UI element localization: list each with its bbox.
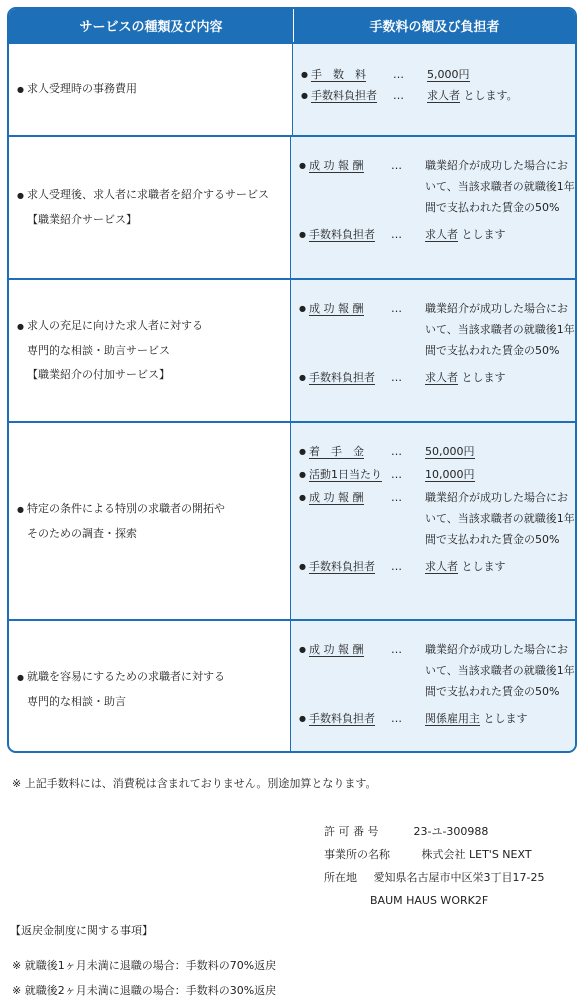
fee-dots: …	[391, 302, 402, 315]
fee-value: 職業紹介が成功した場合において、当該求職者の就職後1年間で支払われた賃金の50%	[425, 302, 575, 357]
fee-line	[299, 639, 575, 702]
fee-suffix: とします。	[463, 89, 518, 102]
fee-label: 手数料負担者	[309, 228, 375, 241]
header-service: サービスの種類及び内容	[9, 9, 294, 42]
fee-dots: …	[391, 491, 402, 504]
fee-line	[299, 487, 575, 550]
fee-dots: …	[393, 68, 404, 81]
service-cell	[9, 137, 291, 278]
service-text: 就職を容易にするための求職者に対する	[27, 669, 225, 683]
fee-value: 求人者	[425, 228, 458, 241]
fee-line	[301, 64, 575, 85]
fee-label: 着 手 金	[309, 445, 364, 458]
fee-value: 職業紹介が成功した場合において、当該求職者の就職後1年間で支払われた賃金の50%	[425, 491, 575, 546]
fee-cell	[291, 423, 575, 619]
fee-line	[299, 298, 575, 361]
service-text: 求人受理後、求人者に求職者を紹介するサービス	[27, 188, 269, 201]
fee-value: 職業紹介が成功した場合において、当該求職者の就職後1年間で支払われた賃金の50%	[425, 159, 575, 214]
table-row	[9, 619, 575, 753]
fee-line	[299, 464, 575, 485]
fee-suffix: とします	[461, 228, 506, 241]
bullet-icon: ●	[299, 562, 306, 571]
fee-value: 求人者	[427, 89, 460, 102]
bullet-icon: ●	[299, 493, 306, 502]
fee-table	[7, 7, 577, 753]
bullet-icon: ●	[17, 85, 24, 94]
fee-label: 成 功 報 酬	[309, 491, 364, 504]
service-text: 専門的な相談・助言	[27, 694, 126, 708]
bullet-icon: ●	[301, 91, 308, 100]
office-name-value: 株式会社 LET'S NEXT	[421, 848, 532, 861]
permit-info	[324, 820, 544, 912]
table-header	[9, 9, 575, 42]
bullet-icon: ●	[299, 645, 306, 654]
service-text: 求人受理時の事務費用	[27, 82, 137, 95]
bullet-icon: ●	[299, 470, 306, 479]
fee-label: 活動1日当たり	[309, 468, 382, 481]
fee-line	[299, 367, 575, 388]
bullet-icon: ●	[17, 672, 24, 682]
bullet-icon: ●	[299, 714, 306, 723]
fee-label: 手数料負担者	[309, 371, 375, 384]
fee-value: 求人者	[425, 560, 458, 573]
address-label: 所在地	[324, 871, 357, 884]
fee-label: 成 功 報 酬	[309, 302, 364, 315]
fee-label: 手数料負担者	[311, 89, 377, 102]
fee-value: 職業紹介が成功した場合において、当該求職者の就職後1年間で支払われた賃金の50%	[425, 643, 575, 698]
bullet-icon: ●	[17, 504, 24, 514]
fee-line	[299, 708, 575, 729]
fee-value: 10,000円	[425, 468, 475, 481]
bullet-icon: ●	[17, 191, 24, 200]
fee-value: 5,000円	[427, 68, 470, 81]
fee-dots: …	[391, 228, 402, 241]
bullet-icon: ●	[17, 322, 24, 331]
fee-line	[299, 224, 575, 245]
permit-number-value: 23-ユ-300988	[413, 825, 489, 838]
fee-line	[301, 85, 575, 106]
service-text: 専門的な相談・助言サービス	[27, 344, 170, 357]
fee-dots: …	[391, 159, 402, 172]
office-name-label: 事業所の名称	[324, 848, 390, 861]
fee-label: 成 功 報 酬	[309, 643, 364, 656]
fee-line	[299, 155, 575, 218]
fee-dots: …	[391, 468, 402, 481]
fee-suffix: とします	[461, 371, 506, 384]
refund-item: ※ 就職後1ヶ月未満に退職の場合：手数料の70%返戻	[12, 959, 277, 972]
fee-cell	[291, 280, 575, 421]
fee-suffix: とします	[461, 560, 506, 573]
fee-value: 50,000円	[425, 445, 475, 458]
fee-dots: …	[391, 712, 402, 725]
service-cell	[9, 280, 291, 421]
fee-suffix: とします	[483, 712, 528, 725]
service-text: そのための調査・探索	[27, 526, 137, 540]
fee-dots: …	[391, 560, 402, 573]
service-cell	[9, 423, 291, 619]
address-line	[324, 866, 544, 889]
bullet-icon: ●	[301, 70, 308, 79]
fee-value: 求人者	[425, 371, 458, 384]
service-cell	[9, 44, 293, 135]
bullet-icon: ●	[299, 447, 306, 456]
fee-dots: …	[391, 445, 402, 458]
fee-line	[299, 556, 575, 577]
permit-number-label: 許 可 番 号	[324, 825, 379, 838]
bullet-icon: ●	[299, 304, 306, 313]
bullet-icon: ●	[299, 161, 306, 170]
fee-label: 手 数 料	[311, 68, 366, 81]
fee-dots: …	[391, 371, 402, 384]
refund-title: 【返戻金制度に関する事項】	[10, 924, 153, 937]
service-cell	[9, 621, 291, 753]
fee-dots: …	[393, 89, 404, 102]
address-value: 愛知県名古屋市中区栄3丁目17-25	[373, 871, 545, 884]
fee-line	[299, 441, 575, 462]
fee-cell	[293, 44, 575, 135]
header-fee: 手数料の額及び負担者	[369, 20, 500, 35]
bullet-icon: ●	[299, 373, 306, 382]
service-text: 特定の条件による特別の求職者の開拓や	[27, 501, 225, 515]
table-row	[9, 278, 575, 421]
tax-note: ※ 上記手数料には、消費税は含まれておりません。別途加算となります。	[12, 777, 377, 790]
service-text: 【職業紹介サービス】	[27, 213, 137, 226]
fee-cell	[291, 137, 575, 278]
service-text: 【職業紹介の付加サービス】	[27, 368, 170, 381]
bullet-icon: ●	[299, 230, 306, 239]
fee-label: 手数料負担者	[309, 560, 375, 573]
address-line-2: BAUM HAUS WORK2F	[370, 894, 489, 907]
table-row	[9, 42, 575, 135]
table-row	[9, 135, 575, 278]
fee-label: 手数料負担者	[309, 712, 375, 725]
office-name-line	[324, 843, 544, 866]
fee-dots: …	[391, 643, 402, 656]
permit-number-line	[324, 820, 544, 843]
fee-cell	[291, 621, 575, 753]
service-text: 求人の充足に向けた求人者に対する	[27, 319, 203, 332]
fee-value: 関係雇用主	[425, 712, 480, 725]
refund-item: ※ 就職後2ヶ月未満に退職の場合：手数料の30%返戻	[12, 984, 277, 997]
fee-label: 成 功 報 酬	[309, 159, 364, 172]
table-row	[9, 421, 575, 619]
